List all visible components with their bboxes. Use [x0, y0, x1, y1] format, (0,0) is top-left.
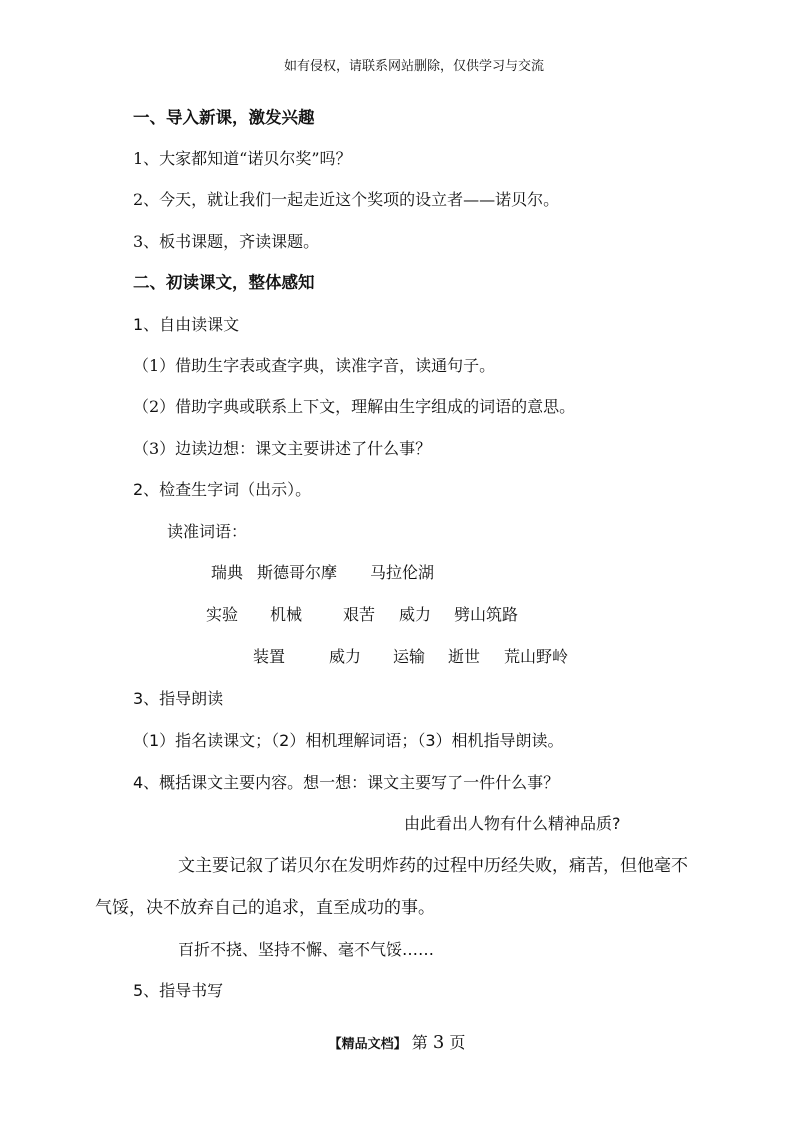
section-1-title: 一、导入新课，激发兴趣: [133, 108, 315, 127]
section-1-item-3: 3、板书课题，齐读课题。: [133, 232, 320, 251]
answer-line-1: 文主要记叙了诺贝尔在发明炸药的过程中历经失败，痛苦，但他毫不: [178, 856, 688, 876]
word: 瑞典: [211, 563, 244, 582]
word: 运输: [393, 647, 426, 666]
header-notice: 如有侵权，请联系网站删除，仅供学习与交流: [284, 59, 545, 74]
word: 劈山筑路: [454, 605, 519, 624]
step-1-label: 1、自由读课文: [133, 315, 240, 334]
step-4-question-2: 由此看出人物有什么精神品质?: [404, 814, 621, 833]
step-3-detail: （1）指名读课文；（2）相机理解词语；（3）相机指导朗读。: [133, 731, 564, 750]
word-row-3: [0, 646, 794, 668]
section-2-title: 二、初读课文，整体感知: [133, 273, 315, 292]
qualities: 百折不挠、坚持不懈、毫不气馁……: [178, 940, 435, 959]
word: 装置: [253, 647, 286, 666]
answer-line-2: 气馁，决不放弃自己的追求，直至成功的事。: [95, 898, 435, 918]
footer-tag: 【精品文档】: [328, 1037, 407, 1052]
step-5-label: 5、指导书写: [133, 981, 224, 1000]
word: 威力: [399, 605, 432, 624]
step-3-label: 3、指导朗读: [133, 689, 224, 708]
step-1-sub-3: （3）边读边想：课文主要讲述了什么事？: [133, 439, 432, 458]
step-1-sub-2: （2）借助字典或联系上下文，理解由生字组成的词语的意思。: [133, 397, 576, 416]
word: 荒山野岭: [504, 647, 569, 666]
section-1-item-2: 2、今天，就让我们一起走近这个奖项的设立者——诺贝尔。: [133, 190, 560, 209]
page-footer: [0, 1032, 794, 1056]
step-4-label: 4、概括课文主要内容。想一想：课文主要写了一件什么事？: [133, 773, 560, 792]
page-suffix: 页: [449, 1033, 466, 1052]
word: 机械: [270, 605, 303, 624]
word: 威力: [329, 647, 362, 666]
section-1-item-1: 1、大家都知道“诺贝尔奖”吗？: [133, 149, 352, 168]
page-prefix: 第: [411, 1033, 428, 1052]
word: 实验: [206, 605, 239, 624]
word: 斯德哥尔摩: [257, 563, 338, 582]
word: 艰苦: [343, 605, 376, 624]
word-list-intro: 读准词语：: [167, 522, 248, 541]
word: 逝世: [448, 647, 481, 666]
step-1-sub-1: （1）借助生字表或查字典，读准字音，读通句子。: [133, 356, 496, 375]
step-2-label: 2、检查生字词（出示）。: [133, 480, 312, 499]
page-number: 3: [432, 1032, 445, 1053]
word-row-1: [0, 562, 794, 584]
word: 马拉伦湖: [370, 563, 435, 582]
word-row-2: [0, 604, 794, 626]
